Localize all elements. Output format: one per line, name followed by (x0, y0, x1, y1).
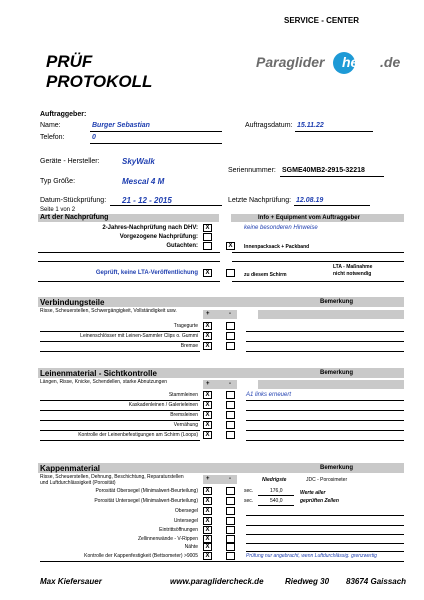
kappe-row-label: Porosität Untersegel (Minimalwert-Beurteilung) (94, 498, 198, 504)
verbindung-row-line (40, 351, 200, 352)
name-underline (90, 131, 222, 132)
verbindung-remark-line (246, 331, 404, 332)
verbindung-remark: Bemerkung (320, 299, 354, 305)
verbindung-plus: + (206, 311, 210, 317)
info-lta-checkbox[interactable] (226, 269, 235, 277)
last-check-label: Letzte Nachprüfung: (228, 197, 292, 204)
kappe-value-1: 176,0 (270, 488, 283, 494)
order-date-value: 15.11.22 (297, 122, 324, 129)
kappe-remark: Bemerkung (320, 465, 354, 471)
order-date-label: Auftragsdatum: (245, 122, 293, 129)
leinen-plus-checkbox[interactable]: X (203, 391, 212, 399)
kappe-plus: + (206, 476, 210, 482)
verbindung-sub: Risse, Scheuerstellen, Schwergängigkeit, Vollständigkeit usw. (40, 308, 177, 314)
kappe-row-label: Eintrittsöffnungen (159, 527, 198, 533)
kappe-sec-label: sec. (244, 488, 254, 494)
manufacturer-value: SkyWalk (122, 157, 155, 166)
art-line-3 (38, 281, 220, 282)
phone-value: 0 (92, 134, 96, 141)
art-row-2years: 2-Jahres-Nachprüfung nach DHV: (102, 225, 198, 231)
verbindung-plus-checkbox[interactable]: X (203, 342, 212, 350)
kappe-minus-checkbox[interactable] (226, 507, 235, 515)
leinen-heading: Leinenmaterial - Sichtkontrolle (40, 369, 157, 378)
info-note: keine besonderen Hinweise (244, 225, 318, 231)
kappe-row-label: Nähte (184, 544, 198, 550)
logo-text-left: Paraglider (256, 54, 325, 70)
kappe-footer-note: Prüfung nur angebracht, wenn Luftdurchlässig. grenzwertig (246, 553, 377, 559)
leinen-remark-line (246, 440, 404, 441)
kappe-row-label: Porosität Obersegel (Minimalwert-Beurteilung) (95, 488, 198, 494)
leinen-row-label: Bremsleinen (170, 412, 198, 418)
kappe-plus-checkbox[interactable]: X (203, 507, 212, 515)
kappe-sub1: Risse, Scheuerstellen, Dehnung, Beschichtung, Reparaturstellen (40, 474, 184, 480)
verbindung-row-line (40, 341, 200, 342)
art-row-early: Vorgezogene Nachprüfung: (119, 234, 198, 240)
verbindung-remark-line (246, 351, 404, 352)
leinen-row-line (40, 430, 200, 431)
kappe-plus-checkbox[interactable]: X (203, 543, 212, 551)
type-label: Typ Größe: (40, 178, 76, 185)
leinen-plus-checkbox[interactable]: X (203, 401, 212, 409)
manufacturer-label: Geräte - Hersteller: (40, 158, 100, 165)
leinen-minus-checkbox[interactable] (226, 391, 235, 399)
kappe-minus-checkbox[interactable] (226, 526, 235, 534)
logo-text-right: .de (380, 54, 401, 70)
service-center-label: SERVICE - CENTER (284, 16, 359, 25)
info-lta-scope: zu diesem Schirm (244, 272, 287, 278)
page-indicator: Seite 1 von 2 (40, 207, 76, 213)
verbindung-minus-checkbox[interactable] (226, 332, 235, 340)
kappe-row-label: Untersegel (173, 518, 198, 524)
logo-text-mid: heck (342, 54, 374, 70)
leinen-row-line (40, 410, 200, 411)
verbindung-row-label: Bremse (180, 343, 198, 349)
title-line1: PRÜF (46, 52, 93, 71)
art-heading: Art der Nachprüfung (40, 214, 109, 221)
leinen-plus-checkbox[interactable]: X (203, 421, 212, 429)
kappe-plus-checkbox[interactable]: X (203, 535, 212, 543)
verbindung-plus-checkbox[interactable]: X (203, 332, 212, 340)
kappe-row-label: Zellinnenwände - V-Rippen (137, 536, 198, 542)
leinen-row-label: Vernähung (173, 422, 198, 428)
phone-label: Telefon: (40, 134, 65, 141)
paraglidercheck-logo (256, 52, 412, 74)
title-line2: PROTOKOLL (46, 72, 153, 91)
kappe-jdc: JDC - Porosimeter (306, 477, 348, 483)
order-date-underline (295, 131, 373, 132)
last-check-underline (294, 205, 370, 206)
kappe-plus-checkbox[interactable]: X (203, 497, 212, 505)
piece-date-underline (110, 205, 222, 206)
footer-city: 83674 Gaissach (346, 577, 407, 586)
kappe-minus-checkbox[interactable] (226, 552, 235, 560)
leinen-plus: + (206, 381, 210, 387)
art-lta-row: Geprüft, keine LTA-Veröffentlichung (95, 270, 198, 276)
leinen-remark-line (246, 420, 404, 421)
verbindung-remark-line (246, 341, 404, 342)
kappe-minus-checkbox[interactable] (226, 517, 235, 525)
serial-underline (280, 176, 384, 177)
order-heading: Auftraggeber: (40, 111, 87, 118)
info-lta-head1: LTA - Maßnahme (333, 264, 373, 270)
kappe-werte2: geprüften Zellen (300, 498, 339, 504)
leinen-remark-bar (258, 380, 404, 389)
leinen-plus-checkbox[interactable]: X (203, 411, 212, 419)
kappe-werte1: Werte aller (300, 490, 326, 496)
leinen-row-label: Stammleinen (168, 392, 198, 398)
leinen-plus-checkbox[interactable]: X (203, 431, 212, 439)
art-early-checkbox[interactable] (203, 233, 212, 241)
kappe-heading: Kappenmaterial (40, 464, 101, 473)
kappe-minus-checkbox[interactable] (226, 487, 235, 495)
leinen-minus-checkbox[interactable] (226, 421, 235, 429)
art-expert-checkbox[interactable] (203, 242, 212, 250)
footer-street: Riedweg 30 (285, 577, 330, 586)
kappe-value-1-line (258, 495, 294, 496)
kappe-remark-line (246, 525, 404, 526)
kappe-niedrigste: Niedrigste (262, 477, 287, 483)
art-row-expert: Gutachten: (166, 243, 198, 249)
kappe-sec-label: sec. (244, 498, 254, 504)
serial-label: Seriennummer: (228, 167, 276, 174)
kappe-value-2: 540,0 (270, 498, 283, 504)
kappe-remark-line (246, 534, 404, 535)
verbindung-row-label: Tragegurte (173, 323, 198, 329)
leinen-row-line (40, 440, 200, 441)
verbindung-minus-checkbox[interactable] (226, 342, 235, 350)
verbindung-heading: Verbindungsteile (40, 298, 105, 307)
kappe-sub2: und Luftdurchlässigkeit (Porosität) (40, 480, 116, 486)
kappe-minus-checkbox[interactable] (226, 535, 235, 543)
footer-web: www.paraglidercheck.de (170, 577, 264, 586)
verbindung-minus: - (229, 311, 231, 317)
leinen-remark-line (246, 400, 404, 401)
kappe-remark-line (246, 543, 404, 544)
kappe-remark-line (246, 515, 404, 516)
kappe-value-2-line (258, 505, 294, 506)
leinen-row-label: Kaskadenleinen / Galerieleinen (128, 402, 198, 408)
leinen-row-label: Kontrolle der Leinenbefestigungen am Schirm (Loops) (78, 432, 198, 438)
verbindung-minus-checkbox[interactable] (226, 322, 235, 330)
art-line-1 (38, 252, 220, 253)
leinen-row-line (40, 400, 200, 401)
verbindung-remark-bar (258, 310, 404, 319)
name-label: Name: (40, 122, 61, 129)
verbindung-row-label: Leinenschlösser mit Leinen-Sammler Clips o. Gummi (80, 333, 198, 339)
info-line-2 (232, 261, 404, 262)
leinen-note: A1 links erneuert (246, 392, 292, 398)
verbindung-plus-checkbox[interactable]: X (203, 322, 212, 330)
kappe-bottom-line (40, 561, 404, 562)
info-innen: Innenpacksack + Packband (244, 244, 310, 250)
type-value: Mescal 4 M (122, 177, 165, 186)
leinen-minus-checkbox[interactable] (226, 431, 235, 439)
kappe-remark-line (246, 551, 404, 552)
leinen-remark-line (246, 410, 404, 411)
art-lta-checkbox[interactable]: X (203, 269, 212, 277)
phone-underline (90, 143, 222, 144)
kappe-minus-checkbox[interactable] (226, 497, 235, 505)
kappe-minus: - (229, 476, 231, 482)
info-heading: Info + Equipment vom Auftraggeber (258, 215, 360, 221)
kappe-plus-checkbox[interactable]: X (203, 517, 212, 525)
last-check-value: 12.08.19 (296, 197, 324, 204)
kappe-plus-checkbox[interactable]: X (203, 487, 212, 495)
kappe-row-label: Obersegel (174, 508, 198, 514)
leinen-remark-line (246, 430, 404, 431)
art-line-2 (38, 261, 220, 262)
leinen-row-line (40, 420, 200, 421)
piece-date-value: 21 - 12 - 2015 (122, 196, 172, 205)
kappe-row-label: Kontrolle der Kappenfestigkeit (Bettsometer) >9005 (84, 553, 198, 559)
kappe-plus-checkbox[interactable]: X (203, 552, 212, 560)
kappe-minus-checkbox[interactable] (226, 543, 235, 551)
name-value: Burger Sebastian (92, 122, 150, 129)
leinen-minus: - (229, 381, 231, 387)
leinen-remark: Bemerkung (320, 370, 354, 376)
leinen-sub: Längen, Risse, Knicke, Schendellen, starke Abnutzungen (40, 379, 168, 385)
serial-value: SGME40MB2-2915-32218 (282, 167, 365, 174)
verbindung-row-line (40, 331, 200, 332)
kappe-plus-checkbox[interactable]: X (203, 526, 212, 534)
piece-date-label: Datum-Stückprüfung: (40, 197, 107, 204)
art-2years-checkbox[interactable]: X (203, 224, 212, 232)
info-lta-head2: nicht notwendig (333, 271, 372, 277)
leinen-minus-checkbox[interactable] (226, 411, 235, 419)
info-line-3 (232, 281, 404, 282)
info-line-1 (232, 252, 404, 253)
footer-name: Max Kiefersauer (40, 577, 102, 586)
leinen-minus-checkbox[interactable] (226, 401, 235, 409)
info-innen-checkbox[interactable]: X (226, 242, 235, 250)
